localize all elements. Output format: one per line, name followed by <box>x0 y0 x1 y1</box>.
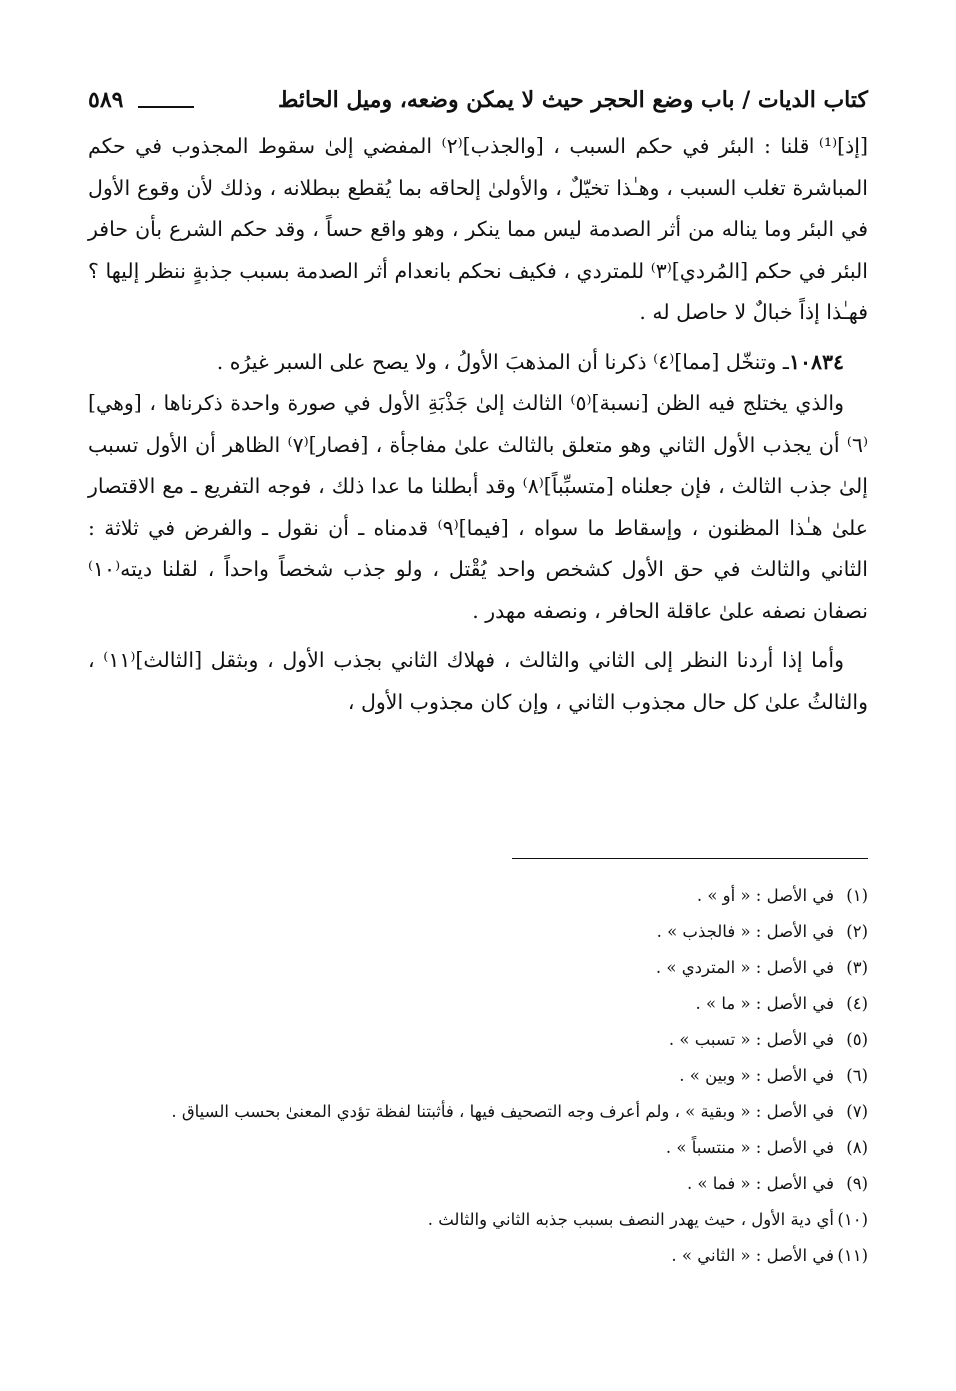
footnote-text: في الأصل : « منتسباً » . <box>665 1138 834 1157</box>
footnote-text: أي دية الأول ، حيث يهدر النصف بسبب جذبه الثاني والثالث . <box>427 1210 834 1229</box>
footnote-item <box>88 986 868 1022</box>
paragraph-4: وأما إذا أردنا النظر إلى الثاني والثالث ، فهلاك الثاني بجذب الأول ، وبثقل [الثالث]⁽١١⁾ ، والثالثُ علىٰ كل حال مجذوب الثاني ، وإن كان مجذوب الأول ، <box>88 648 868 714</box>
footnote-number: (٩) <box>846 1174 868 1193</box>
footnote-item <box>88 1166 868 1202</box>
footnote-item <box>88 878 868 914</box>
running-header <box>88 80 868 120</box>
footnote-text: في الأصل : « وبقية » ، ولم أعرف وجه التصحيف فيها ، فأثبتنا لفظة تؤدي المعنىٰ بحسب السياق . <box>171 1102 834 1121</box>
page-number: ٥٨٩ <box>88 87 124 113</box>
paragraph-3: والذي يختلج فيه الظن [نسبة]⁽٥⁾ الثالث إلىٰ جَذْبَةِ الأول في صورة واحدة ذكرناها ، [وهي]⁽٦⁾ أن يجذب الأول الثاني وهو متعلق بالثالث علىٰ مفاجأة ، [فصار]⁽٧⁾ الظاهر أن الأول تسبب إلىٰ جذب الثالث ، فإن جعلناه [متسبِّباً]⁽٨⁾ وقد أبطلنا ما عدا ذلك ، فوجه التفريع ـ مع الاقتصار علىٰ هـٰذا المظنون ، وإسقاط ما سواه ، [فيما]⁽٩⁾ قدمناه ـ أن نقول ـ والفرض في ثلاثة : الثاني والثالث في حق الأول كشخص واحد يُقْتل ، ولو جذب شخصاً واحداً ، لقلنا ديته⁽١٠⁾ نصفان نصفه علىٰ عاقلة الحافر ، ونصفه مهدر . <box>88 391 868 623</box>
footnote-number: (٦) <box>846 1066 868 1085</box>
footnote-number: (١٠) <box>837 1210 868 1229</box>
footnote-number: (٣) <box>846 958 868 977</box>
footnote-text: في الأصل : « فما » . <box>686 1174 834 1193</box>
footnote-number: (٨) <box>846 1138 868 1157</box>
footnote-text: في الأصل : « فالجذب » . <box>656 922 834 941</box>
footnote-item <box>88 1202 868 1238</box>
footnote-number: (٧) <box>846 1102 868 1121</box>
footnote-number: (٢) <box>846 922 868 941</box>
footnote-number: (١١) <box>837 1246 868 1265</box>
main-text <box>88 126 868 723</box>
footnote-item <box>88 950 868 986</box>
footnote-item <box>88 1058 868 1094</box>
footnote-text: في الأصل : « ما » . <box>695 994 834 1013</box>
paragraph-2-text: ـ وتنخّل [مما]⁽٤⁾ ذكرنا أن المذهبَ الأولُ ، ولا يصح على السبر غيرُه . <box>216 349 789 374</box>
paragraph-2 <box>88 342 868 384</box>
footnote-item <box>88 914 868 950</box>
footnote-number: (٤) <box>846 994 868 1013</box>
footnote-text: في الأصل : « وبين » . <box>679 1066 834 1085</box>
footnote-text: في الأصل : « أو » . <box>696 886 834 905</box>
header-dash <box>138 106 194 108</box>
issue-number: ١٠٨٣٤ <box>788 349 844 374</box>
footnote-item <box>88 1130 868 1166</box>
footnote-text: في الأصل : « الثاني » . <box>671 1246 834 1265</box>
footnote-item <box>88 1022 868 1058</box>
footnote-text: في الأصل : « تسبب » . <box>668 1030 834 1049</box>
footnote-separator <box>512 858 868 859</box>
paragraph-1: [إذ]⁽¹⁾ قلنا : البئر في حكم السبب ، [والجذب]⁽٢⁾ المفضي إلىٰ سقوط المجذوب في حكم المباشرة تغلب السبب ، وهـٰذا تخيّلٌ ، والأولىٰ إلحاقه بما يُقطع ببطلانه ، وذلك لأن وقوع الأول في البئر وما يناله من أثر الصدمة ليس مما ينكر ، وهو واقع حساً ، وقد حكم الشرع بأن حافر البئر في حكم [المُردي]⁽٣⁾ للمتردي ، فكيف نحكم بانعدام أثر الصدمة بسبب جذبةٍ ننظر إليها ؟ فهـٰذا إذاً خبالٌ لا حاصل له . <box>88 134 868 324</box>
footnotes <box>88 878 868 1274</box>
book-page <box>88 70 868 1330</box>
running-header-title: كتاب الديات / باب وضع الحجر حيث لا يمكن وضعه، وميل الحائط <box>278 87 868 113</box>
footnote-text: في الأصل : « المتردي » . <box>655 958 834 977</box>
footnote-item <box>88 1238 868 1274</box>
footnote-number: (١) <box>846 886 868 905</box>
footnote-item <box>88 1094 868 1130</box>
footnote-number: (٥) <box>846 1030 868 1049</box>
